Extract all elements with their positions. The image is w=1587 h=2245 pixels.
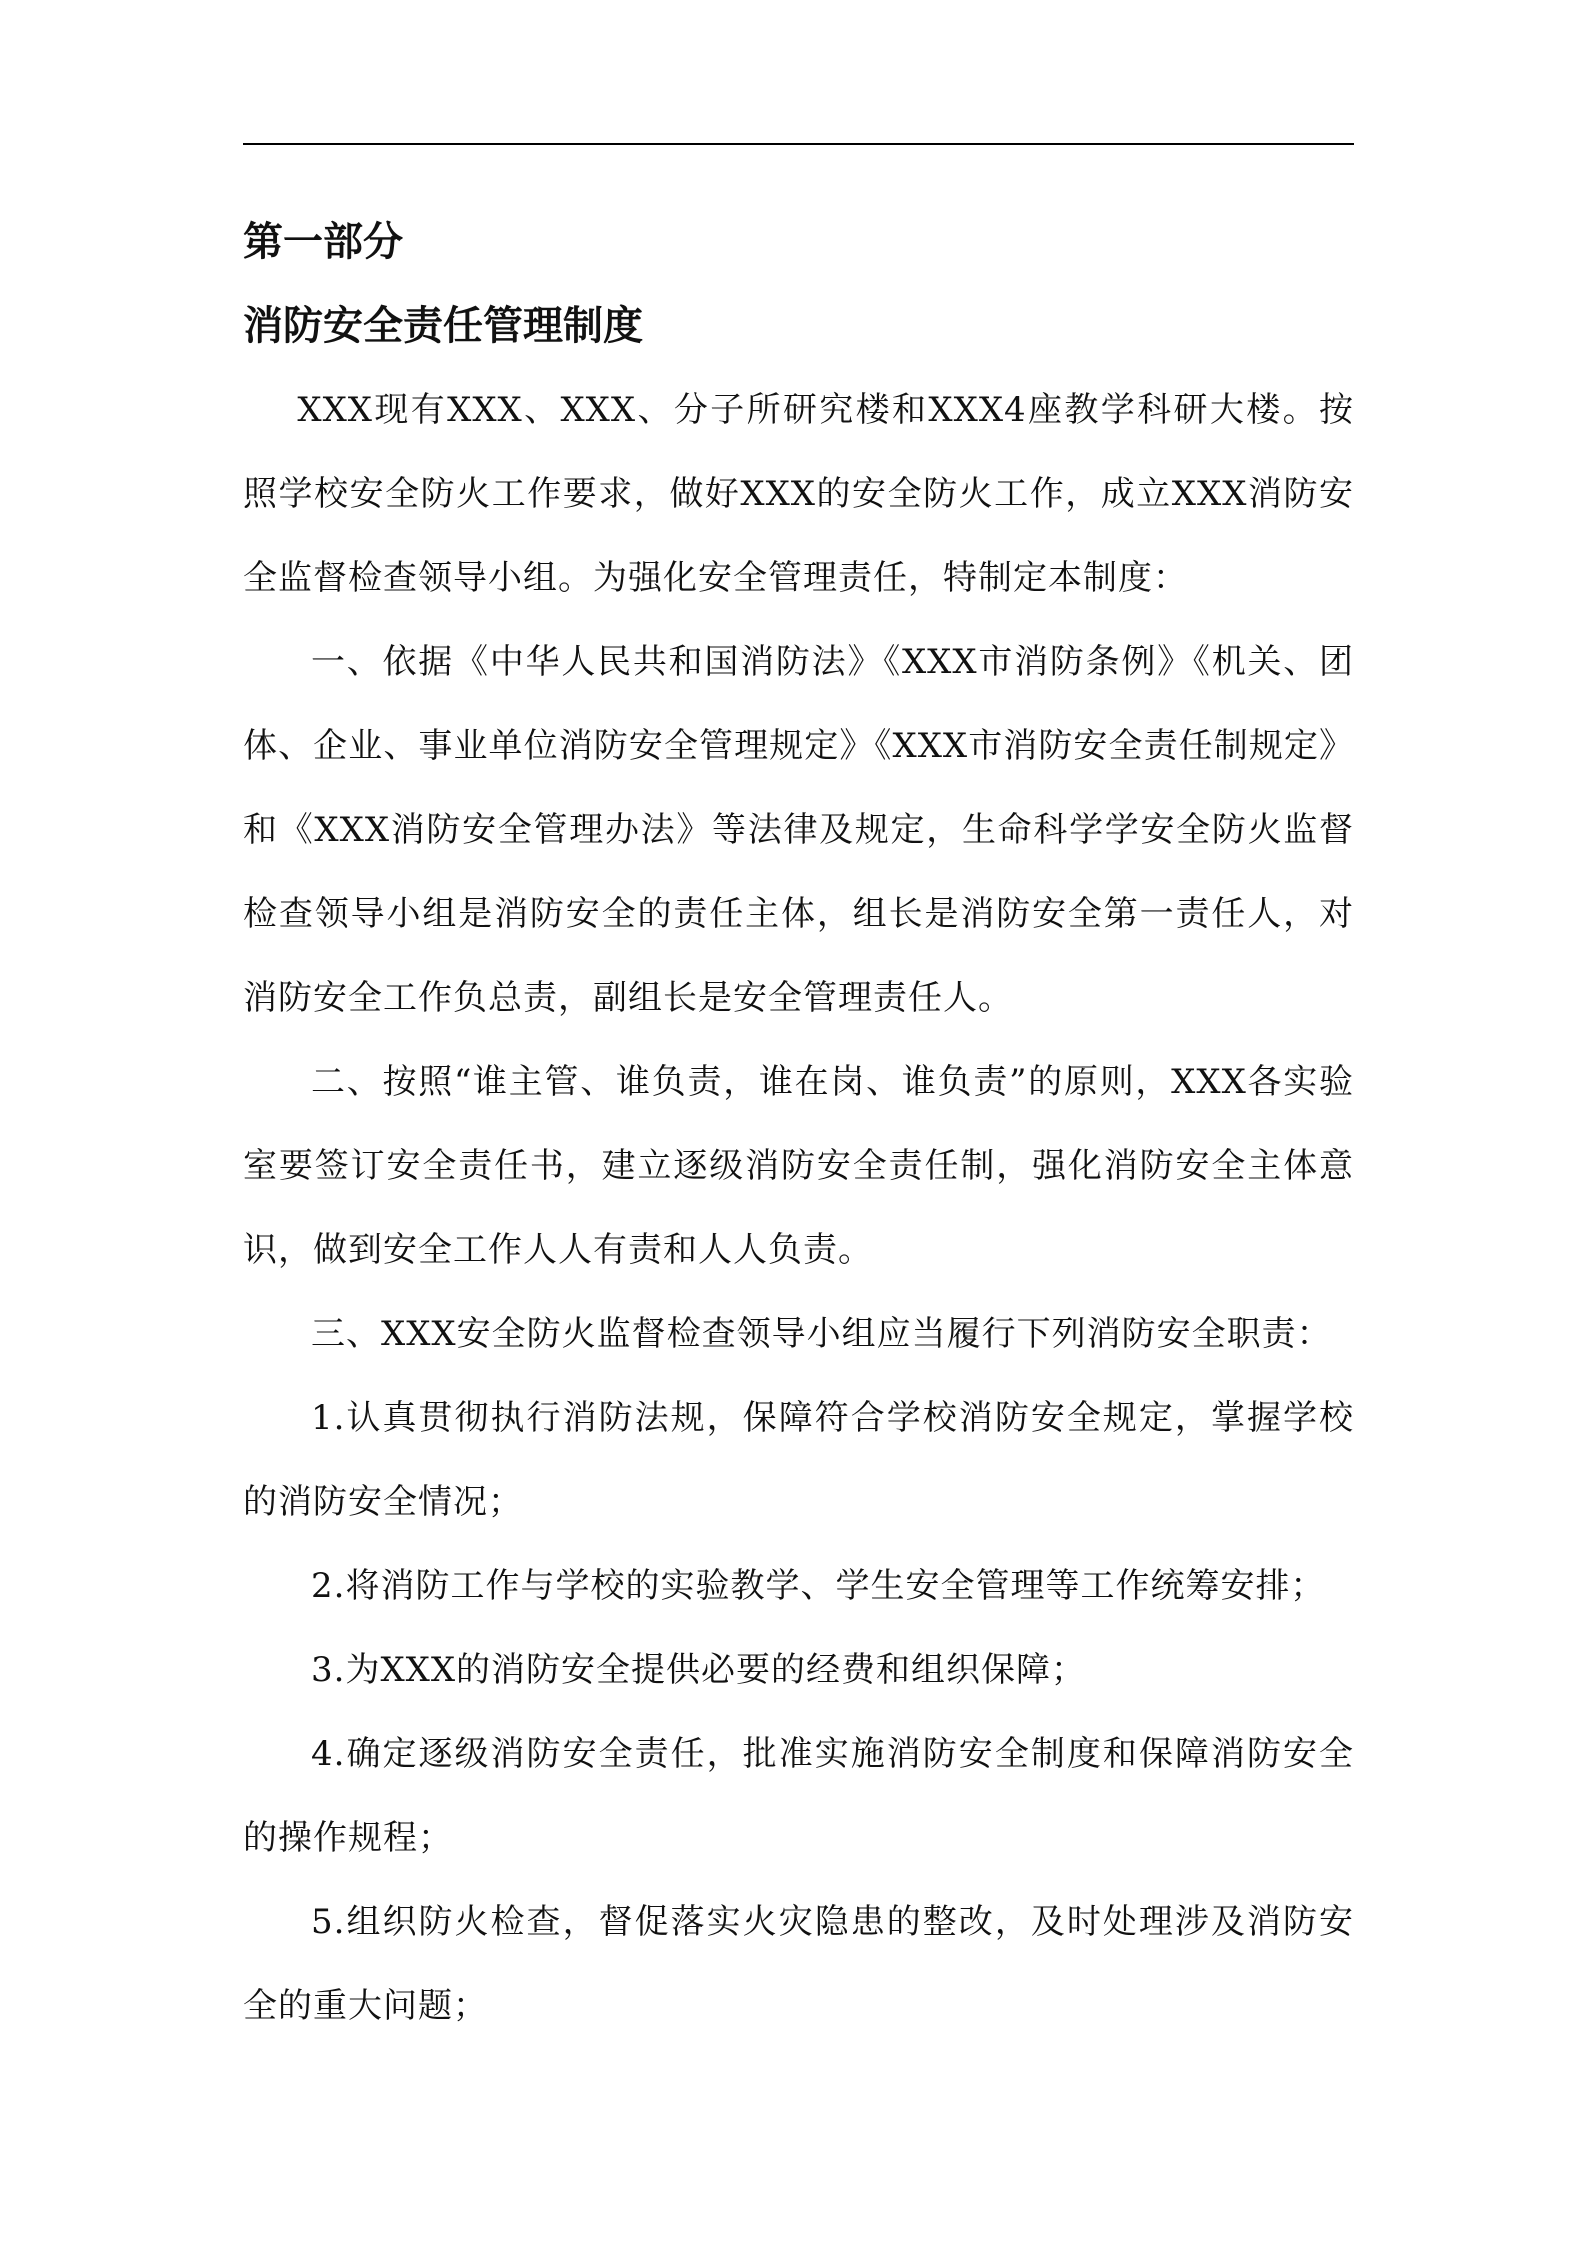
document-body (243, 200, 1354, 2048)
header-rule (243, 143, 1354, 145)
paragraph-item-2: 2.将消防工作与学校的实验教学、学生安全管理等工作统筹安排； (311, 1566, 1326, 1606)
paragraph-item-4: 4.确定逐级消防安全责任，批准实施消防安全制度和保障消防安全的操作规程； (243, 1734, 1354, 1858)
paragraph-item-1: 1.认真贯彻执行消防法规，保障符合学校消防安全规定，掌握学校的消防安全情况； (243, 1398, 1354, 1522)
paragraph-intro: XXX现有XXX、XXX、分子所研究楼和XXX4座教学科研大楼。按照学校安全防火工作要求，做好XXX的安全防火工作，成立XXX消防安全监督检查领导小组。为强化安全管理责任，特制定本制度： (243, 390, 1354, 598)
document-title: 消防安全责任管理制度 (243, 303, 643, 349)
paragraph-item-5: 5.组织防火检查，督促落实火灾隐患的整改，及时处理涉及消防安全的重大问题； (243, 1902, 1354, 2026)
paragraph-clause-2: 二、按照“谁主管、谁负责，谁在岗、谁负责”的原则，XXX各实验室要签订安全责任书，建立逐级消防安全责任制，强化消防安全主体意识，做到安全工作人人有责和人人负责。 (243, 1062, 1354, 1270)
part-title: 第一部分 (243, 219, 403, 265)
paragraph-clause-1: 一、依据《中华人民共和国消防法》《XXX市消防条例》《机关、团体、企业、事业单位消防安全管理规定》《XXX市消防安全责任制规定》和《XXX消防安全管理办法》等法律及规定，生命科学学安全防火监督检查领导小组是消防安全的责任主体，组长是消防安全第一责任人，对消防安全工作负总责，副组长是安全管理责任人。 (243, 642, 1354, 1018)
paragraph-item-3: 3.为XXX的消防安全提供必要的经费和组织保障； (311, 1650, 1087, 1690)
paragraph-clause-3: 三、XXX安全防火监督检查领导小组应当履行下列消防安全职责： (311, 1314, 1332, 1354)
